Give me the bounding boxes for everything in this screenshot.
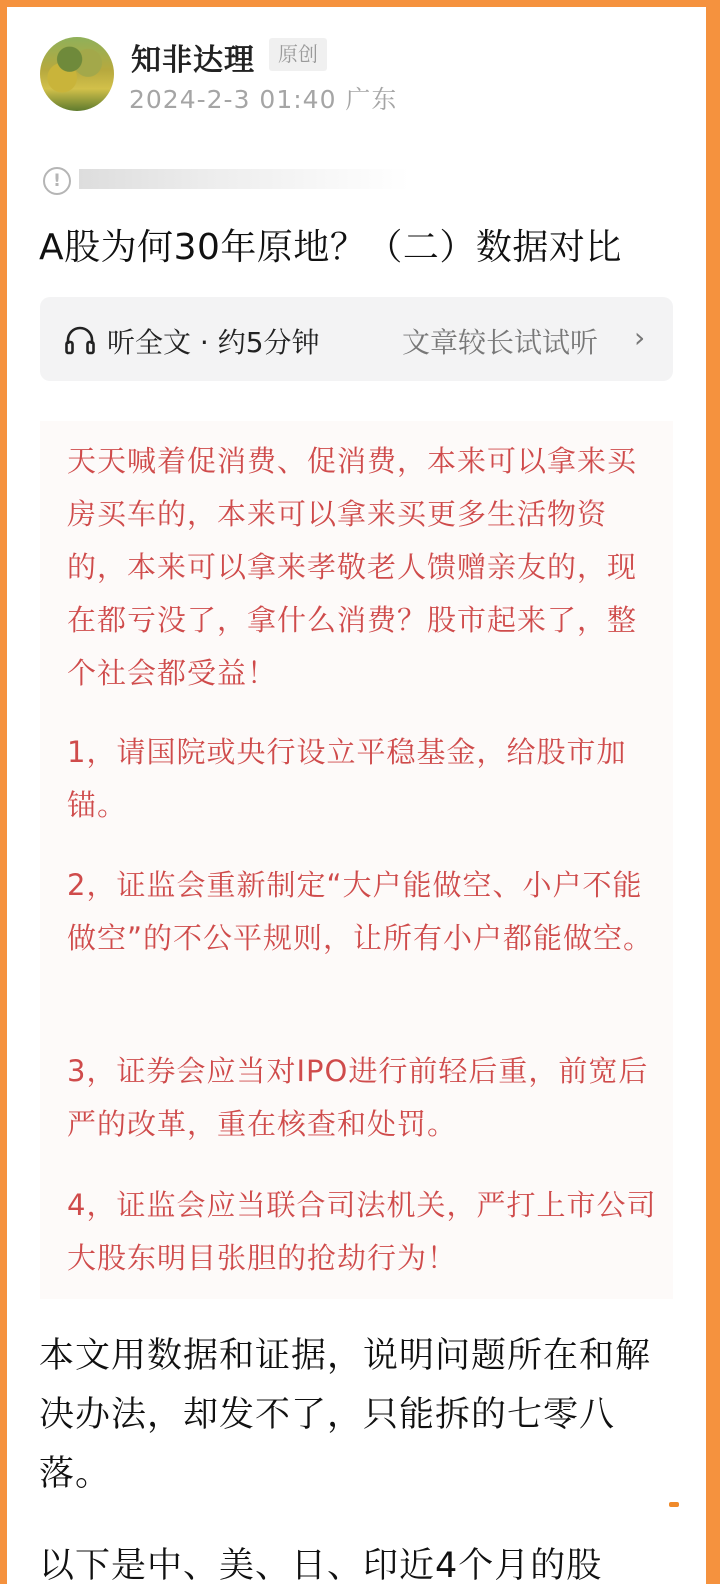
notice-placeholder bbox=[79, 169, 409, 189]
quote-paragraph-2: 1，请国院或央行设立平稳基金，给股市加锚。 bbox=[67, 735, 627, 822]
headphone-icon bbox=[64, 325, 96, 355]
quote-paragraph-3: 2，证监会重新制定“大户能做空、小户不能做空”的不公平规则，让所有小户都能做空。 bbox=[67, 868, 654, 955]
quote-paragraph-4: 3，证券会应当对IPO进行前轻后重，前宽后严的改革，重在核查和处罚。 bbox=[67, 1054, 649, 1141]
chevron-right-icon: › bbox=[634, 321, 646, 354]
info-icon: ! bbox=[43, 167, 71, 195]
article-card bbox=[7, 7, 706, 1584]
listen-hint: 文章较长试试听 bbox=[402, 326, 599, 359]
orange-mark bbox=[669, 1502, 679, 1507]
avatar[interactable] bbox=[40, 37, 114, 111]
author-name[interactable]: 知非达理 bbox=[131, 43, 255, 78]
original-badge: 原创 bbox=[269, 38, 327, 71]
quote-paragraph-5: 4，证监会应当联合司法机关，严打上市公司大股东明目张胆的抢劫行为！ bbox=[67, 1188, 657, 1275]
quote-paragraph-1: 天天喊着促消费、促消费，本来可以拿来买房买车的，本来可以拿来买更多生活物资的，本来可以拿来孝敬老人馈赠亲友的，现在都亏没了，拿什么消费？股市起来了，整个社会都受益！ bbox=[67, 444, 638, 690]
listen-label: 听全文 · 约5分钟 bbox=[107, 326, 320, 359]
publish-meta: 2024-2-3 01:40 广东 bbox=[129, 85, 398, 114]
article-title: A股为何30年原地？（二）数据对比 bbox=[39, 227, 622, 268]
body-paragraph: 本文用数据和证据，说明问题所在和解决办法，却发不了，只能拆的七零八落。 bbox=[39, 1336, 652, 1494]
listen-bar[interactable] bbox=[40, 297, 673, 381]
body-next-line: 以下是中、美、日、印近4个月的股 bbox=[39, 1546, 603, 1584]
